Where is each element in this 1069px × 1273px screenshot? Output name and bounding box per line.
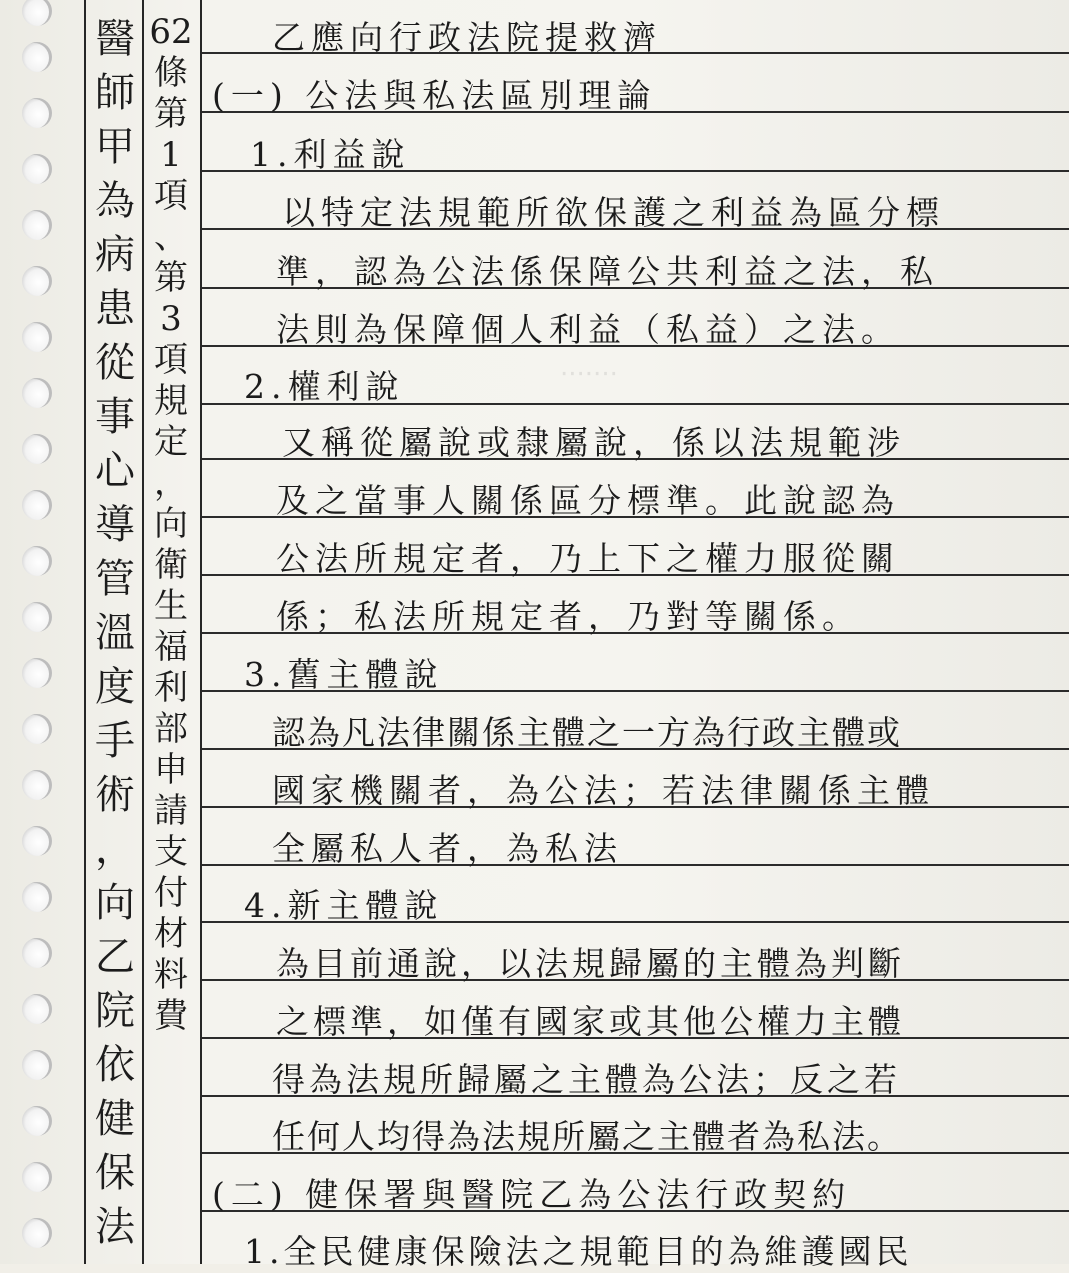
margin-char: 材	[154, 914, 188, 954]
margin-char: 甲	[95, 124, 135, 170]
margin-char: 衛	[154, 545, 188, 585]
binding-hole-icon	[22, 42, 52, 72]
binding-hole-icon	[22, 266, 52, 296]
subsection-heading: 2.權利說	[244, 367, 405, 406]
margin-char: 福	[154, 627, 188, 667]
margin-char: 從	[95, 340, 135, 386]
subsection-heading: 1.利益說	[250, 135, 411, 174]
margin-char: 利	[154, 668, 188, 708]
note-line: 係；私法所規定者，乃對等關係。	[276, 597, 861, 636]
note-line: 準，認為公法係保障公共利益之法，私	[276, 252, 939, 291]
margin-char: 向	[154, 504, 188, 544]
note-line: 乙應向行政法院提救濟	[272, 18, 662, 57]
margin-char: 為	[95, 178, 135, 224]
note-line: 為目前通說，以法規歸屬的主體為判斷	[276, 944, 905, 983]
margin-char: 依	[95, 1042, 135, 1088]
binding-hole-icon	[22, 378, 52, 408]
binding-hole-icon	[22, 1050, 52, 1080]
margin-char: ，	[95, 826, 135, 872]
note-line: 認為凡法律關係主體之一方為行政主體或	[272, 713, 902, 752]
margin-char: 乙	[95, 934, 135, 980]
note-line: 法則為保障個人利益（私益）之法。	[276, 310, 900, 349]
binding-hole-icon	[22, 826, 52, 856]
margin-char: 法	[95, 1204, 135, 1250]
margin-char: ，	[154, 463, 188, 503]
margin-char: 度	[95, 664, 135, 710]
margin-char: 項	[154, 176, 188, 216]
margin-char: 健	[95, 1096, 135, 1142]
binding-hole-icon	[22, 0, 52, 26]
margin-char: 部	[154, 709, 188, 749]
margin-char: 條	[154, 53, 188, 93]
margin-char: 定	[154, 422, 188, 462]
margin-char: 醫	[95, 16, 135, 62]
note-line: 及之當事人關係區分標準。此說認為	[276, 481, 900, 520]
margin-char: 術	[95, 772, 135, 818]
margin-column-1	[92, 12, 138, 1254]
margin-char: 申	[154, 750, 188, 790]
note-line: 又稱從屬說或隸屬說，係以法規範涉	[282, 423, 906, 462]
binding-hole-icon	[22, 658, 52, 688]
note-line: 國家機關者，為公法；若法律關係主體	[272, 771, 935, 810]
margin-char: 向	[95, 880, 135, 926]
margin-char: 付	[154, 873, 188, 913]
section-heading: (一) 公法與私法區別理論	[212, 76, 657, 115]
bleed-through: ‧‧‧‧‧‧‧	[560, 360, 618, 390]
margin-char: 1	[160, 135, 182, 175]
margin-char: 事	[95, 394, 135, 440]
margin-char: 溫	[95, 610, 135, 656]
margin-char: 患	[95, 286, 135, 332]
margin-char: 病	[95, 232, 135, 278]
margin-char: 請	[154, 791, 188, 831]
binding-hole-icon	[22, 714, 52, 744]
margin-char: 導	[95, 502, 135, 548]
margin-char: 62	[149, 12, 193, 52]
note-line: 任何人均得為法規所屬之主體者為私法。	[272, 1117, 902, 1156]
margin-char: 管	[95, 556, 135, 602]
spiral-binding	[22, 0, 58, 1264]
binding-hole-icon	[22, 1162, 52, 1192]
binding-hole-icon	[22, 98, 52, 128]
binding-hole-icon	[22, 490, 52, 520]
binding-hole-icon	[22, 546, 52, 576]
margin-char: 料	[154, 955, 188, 995]
note-line: 1.全民健康保險法之規範目的為維護國民	[244, 1232, 913, 1271]
margin-rule	[84, 0, 86, 1264]
margin-rule	[142, 0, 144, 1264]
margin-char: 3	[160, 299, 182, 339]
margin-char: 院	[95, 988, 135, 1034]
note-line: 以特定法規範所欲保護之利益為區分標	[282, 193, 945, 232]
margin-char: 、	[154, 217, 188, 257]
note-line: 之標準，如僅有國家或其他公權力主體	[276, 1002, 905, 1041]
binding-hole-icon	[22, 434, 52, 464]
margin-char: 規	[154, 381, 188, 421]
note-line: 全屬私人者，為私法	[272, 829, 623, 868]
subsection-heading: 3.舊主體說	[244, 655, 444, 694]
binding-hole-icon	[22, 210, 52, 240]
binding-hole-icon	[22, 994, 52, 1024]
margin-column-2	[148, 12, 194, 1037]
binding-hole-icon	[22, 602, 52, 632]
note-line: 公法所規定者，乃上下之權力服從關	[276, 539, 900, 578]
binding-hole-icon	[22, 770, 52, 800]
binding-hole-icon	[22, 154, 52, 184]
margin-char: 手	[95, 718, 135, 764]
subsection-heading: 4.新主體說	[244, 886, 444, 925]
section-heading: (二) 健保署與醫院乙為公法行政契約	[212, 1175, 852, 1214]
margin-char: 師	[95, 70, 135, 116]
margin-char: 第	[154, 258, 188, 298]
margin-char: 項	[154, 340, 188, 380]
note-line: 得為法規所歸屬之主體為公法；反之若	[272, 1060, 901, 1099]
margin-char: 費	[154, 996, 188, 1036]
margin-char: 第	[154, 94, 188, 134]
binding-hole-icon	[22, 938, 52, 968]
margin-char: 支	[154, 832, 188, 872]
binding-hole-icon	[22, 1218, 52, 1248]
binding-hole-icon	[22, 322, 52, 352]
binding-hole-icon	[22, 882, 52, 912]
binding-hole-icon	[22, 1106, 52, 1136]
margin-char: 保	[95, 1150, 135, 1196]
margin-char: 生	[154, 586, 188, 626]
margin-char: 心	[95, 448, 135, 494]
